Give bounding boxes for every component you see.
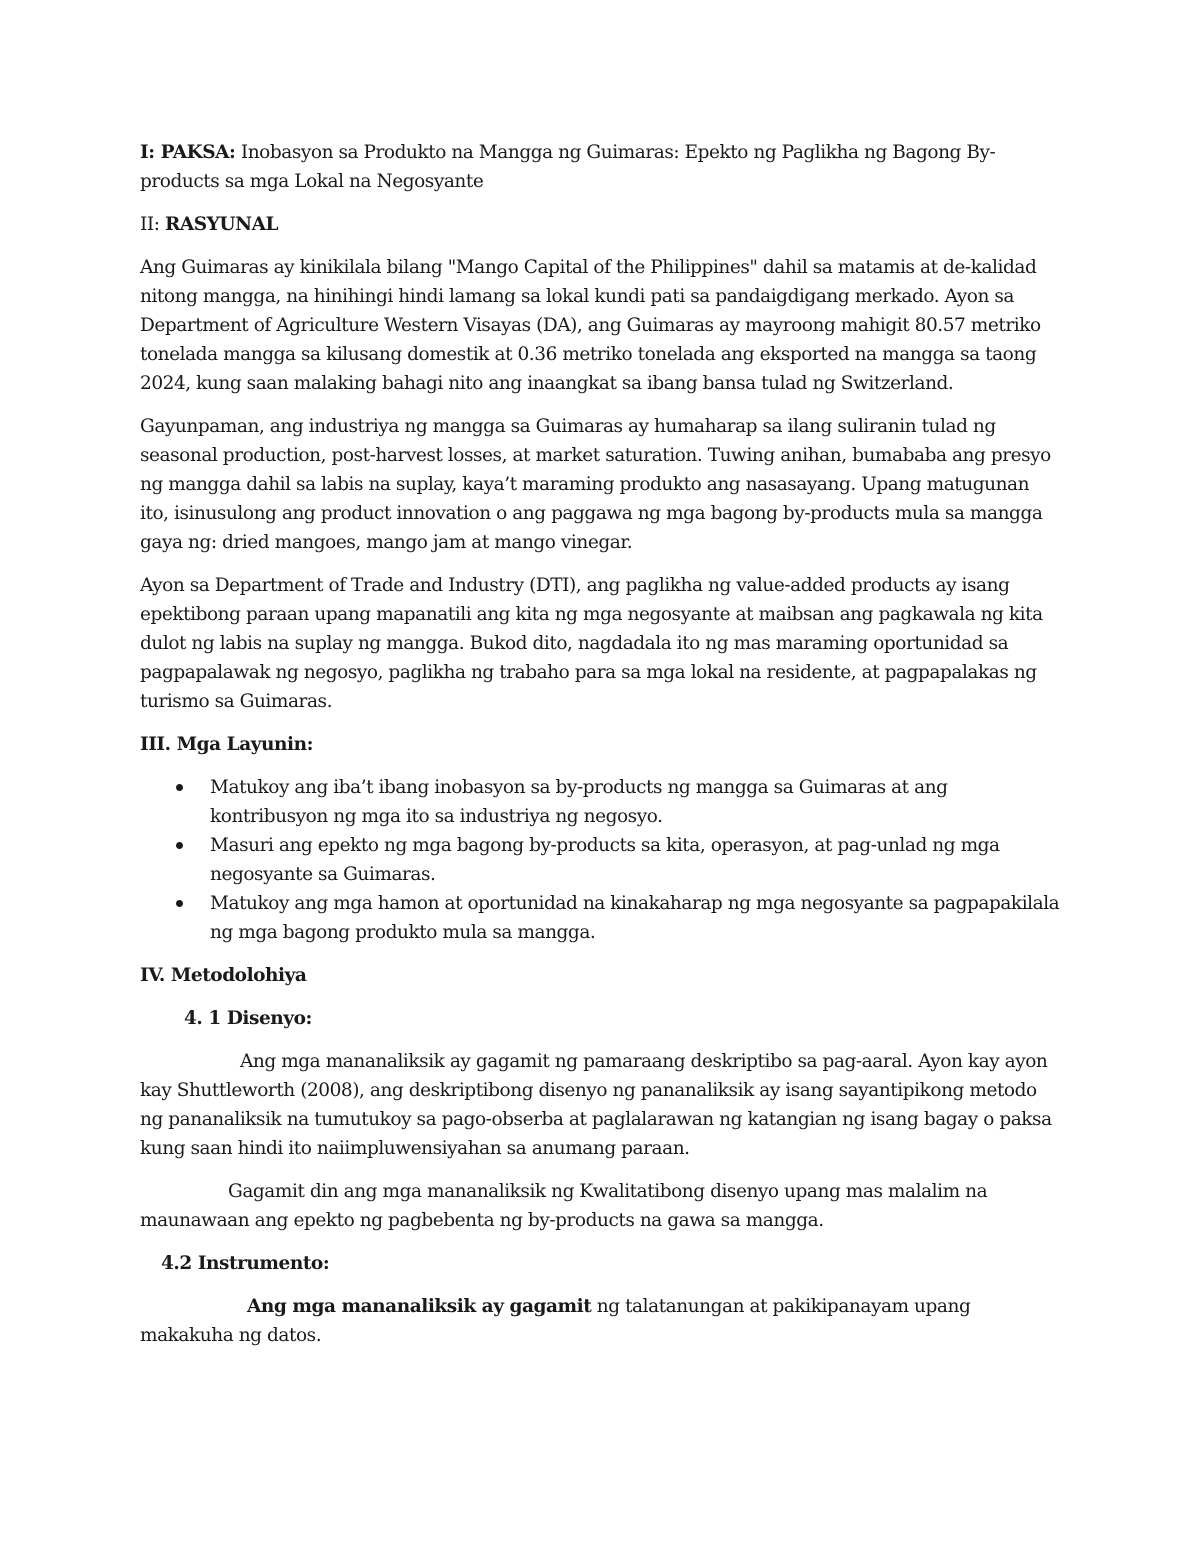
instrument-rest: ng talatanungan at pakikipanayam upang makakuha ng datos. (140, 1296, 971, 1346)
rationale-paragraph-3: Ayon sa Department of Trade and Industry (DTI), ang paglikha ng value-added products ay isang epektibong paraan upang mapanatili ang kita ng mga negosyante at maibsan ang pagkawala ng kita dulot ng labis na suplay ng mangga. Bukod dito, nagdadala ito ng mas maraming oportunidad sa pagpapalawak ng negosyo, paglikha ng trabaho para sa mga lokal na residente, at pagpapalakas ng turismo sa Guimaras. (140, 575, 1043, 712)
topic-paragraph (140, 138, 1062, 196)
instrument-bold-lead: Ang mga mananaliksik ay gagamit (247, 1296, 592, 1317)
objective-text-1: Matukoy ang iba’t ibang inobasyon sa by-products ng mangga sa Guimaras at ang kontribusyon ng mga ito sa industriya ng negosyo. (210, 777, 948, 827)
bullet-icon (176, 900, 183, 907)
rationale-prefix: II: (140, 214, 165, 235)
list-item (140, 773, 1062, 831)
bullet-icon (176, 784, 183, 791)
instrument-subheading: 4.2 Instrumento: (161, 1253, 330, 1274)
topic-text: Inobasyon sa Produkto na Mangga ng Guimaras: Epekto ng Paglikha ng Bagong By-products sa mga Lokal na Negosyante (140, 142, 996, 192)
bullet-icon (176, 842, 183, 849)
design-subheading: 4. 1 Disenyo: (184, 1008, 312, 1029)
objective-text-2: Masuri ang epekto ng mga bagong by-products sa kita, operasyon, at pag-unlad ng mga negosyante sa Guimaras. (210, 835, 1000, 885)
document-page (140, 138, 1062, 1364)
list-item (140, 831, 1062, 889)
topic-label: I: PAKSA: (140, 142, 236, 163)
methodology-heading: IV. Metodolohiya (140, 965, 307, 986)
rationale-paragraph-2: Gayunpaman, ang industriya ng mangga sa Guimaras ay humaharap sa ilang suliranin tulad ng seasonal production, post-harvest losses, at market saturation. Tuwing anihan, bumababa ang presyo ng mangga dahil sa labis na suplay, kaya’t maraming produkto ang nasasayang. Upang matugunan ito, isinusulong ang product innovation o ang paggawa ng mga bagong by-products mula sa mangga gaya ng: dried mangoes, mango jam at mango vinegar. (140, 416, 1051, 553)
list-item (140, 889, 1062, 947)
rationale-heading (140, 210, 1062, 239)
objectives-list (140, 773, 1062, 947)
objective-text-3: Matukoy ang mga hamon at oportunidad na kinakaharap ng mga negosyante sa pagpapakilala ng mga bagong produkto mula sa mangga. (210, 893, 1060, 943)
rationale-label: RASYUNAL (164, 214, 279, 235)
rationale-paragraph-1: Ang Guimaras ay kinikilala bilang "Mango Capital of the Philippines" dahil sa matamis at de-kalidad nitong mangga, na hinihingi hindi lamang sa lokal kundi pati sa pandaigdigang merkado. Ayon sa Department of Agriculture Western Visayas (DA), ang Guimaras ay mayroong mahigit 80.57 metriko tonelada mangga sa kilusang domestik at 0.36 metriko tonelada ang eksported na mangga sa taong 2024, kung saan malaking bahagi nito ang inaangkat sa ibang bansa tulad ng Switzerland. (140, 257, 1041, 394)
instrument-paragraph (140, 1292, 1062, 1350)
objectives-heading: III. Mga Layunin: (140, 734, 313, 755)
design-paragraph-2: Gagamit din ang mga mananaliksik ng Kwalitatibong disenyo upang mas malalim na maunawaan ang epekto ng pagbebenta ng by-products na gawa sa mangga. (140, 1181, 988, 1231)
design-paragraph-1: Ang mga mananaliksik ay gagamit ng pamaraang deskriptibo sa pag-aaral. Ayon kay ayon kay Shuttleworth (2008), ang deskriptibong disenyo ng pananaliksik ay isang sayantipikong metodo ng pananaliksik na tumutukoy sa pago-obserba at paglalarawan ng katangian ng isang bagay o paksa kung saan hindi ito naiimpluwensiyahan sa anumang paraan. (140, 1051, 1052, 1159)
